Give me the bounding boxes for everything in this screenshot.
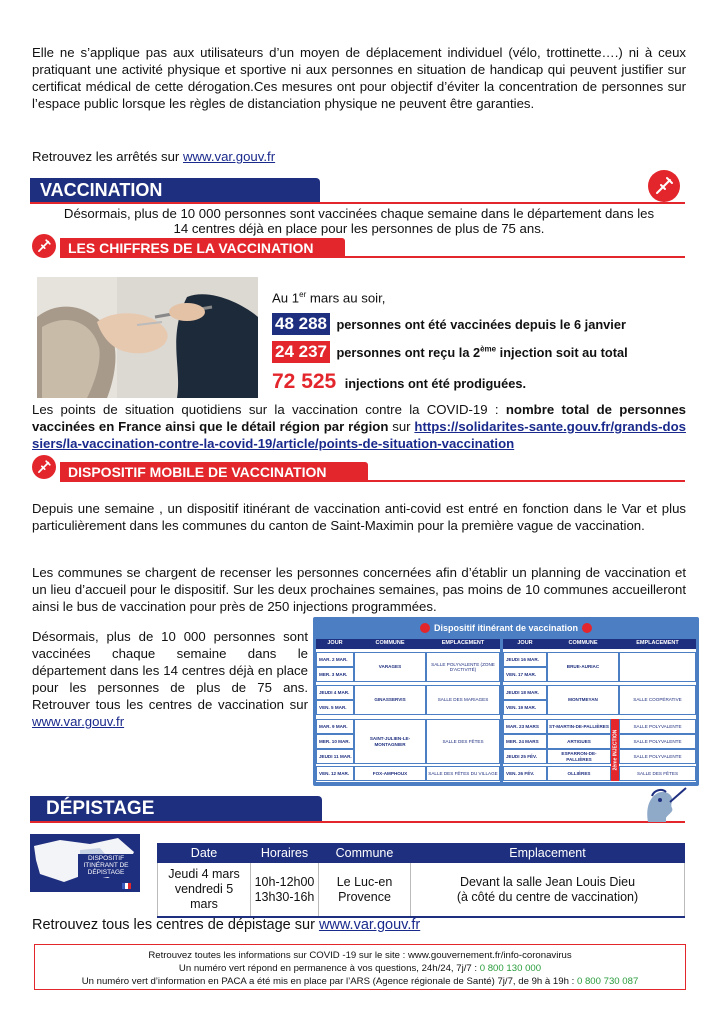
commune-cell: ARTIGUES (547, 734, 611, 749)
date-cell: MER. 3 MAR. (316, 667, 354, 682)
itinerary-header (408, 621, 604, 635)
syringe-icon (32, 455, 56, 479)
commune-cell: SAINT-JULIEN-LE-MONTAGNIER (354, 719, 426, 764)
date-cell: MAR. 23 MARS (503, 719, 547, 734)
stat-second-dose (272, 341, 692, 363)
date-cell: VEN. 26 FÉV. (503, 766, 547, 781)
points-text-a: Les points de situation quotidiens sur la vaccination contre la COVID-19 : (32, 402, 506, 417)
footer-line3 (35, 975, 685, 988)
lieu-cell (619, 652, 696, 682)
chiffres-title: LES CHIFFRES DE LA VACCINATION (68, 240, 314, 256)
date-cell: VEN. 12 MAR. (316, 766, 354, 781)
date-cell: VEN. 19 MAR. (503, 700, 547, 715)
lieu-cell: SALLE COOPÉRATIVE (619, 685, 696, 715)
header-emplacement: EMPLACEMENT (619, 639, 696, 649)
footer-line2-number: 0 800 130 000 (479, 963, 542, 974)
date-cell: JEUDI 18 MAR. (503, 685, 547, 700)
dispositif-para1: Depuis une semaine , un dispositif itinérant de vaccination anti-covid est entré en fonction dans le Var et plus particulièrement dans les communes du canton de Saint-Maximin pour la première vague de vaccination. (32, 501, 686, 533)
commune-cell: MONTMEYAN (547, 685, 619, 715)
date-cell: JEUDI 25 FÉV. (503, 749, 547, 764)
depistage-map (30, 834, 140, 892)
date-cell: JEUDI 11 MAR. (316, 749, 354, 764)
test-swab-icon (640, 782, 688, 822)
footer-line3-number: 0 800 730 087 (576, 976, 639, 987)
syringe-icon (648, 170, 680, 202)
commune-cell: OLLIÈRES (547, 766, 611, 781)
lieu-cell: SALLE DES FÊTES (619, 766, 696, 781)
lieu-cell: SALLE POLYVALENTE (619, 719, 696, 734)
col-date: Date (158, 844, 251, 863)
stat3-text: injections ont été prodiguées. (344, 376, 526, 391)
dispositif-title: DISPOSITIF MOBILE DE VACCINATION (68, 464, 327, 480)
arretes-line (32, 148, 686, 165)
injection-marker (611, 719, 619, 781)
commune-cell: BRUE-AURIAC (547, 652, 619, 682)
footer-box (34, 944, 686, 990)
injection-label: 2ème INJECTION (612, 729, 619, 771)
date-cell: VEN. 5 MAR. (316, 700, 354, 715)
header-commune: COMMUNE (547, 639, 619, 649)
centres-link[interactable]: www.var.gouv.fr (318, 917, 421, 933)
depistage-underline (30, 821, 685, 823)
col-horaires: Horaires (251, 844, 319, 863)
stat1-text: personnes ont été vaccinées depuis le 6 janvier (336, 317, 626, 332)
stat-injections (272, 370, 692, 394)
stat2-text-a: personnes ont reçu la 2 (336, 345, 481, 360)
vaccination-underline (30, 202, 685, 204)
stat-vaccinated (272, 313, 692, 335)
para3-link[interactable]: www.var.gouv.fr (32, 714, 125, 729)
vaccination-header (30, 178, 320, 202)
map-label: DISPOSITIF ITINÉRANT DE DÉPISTAGE (78, 854, 134, 877)
lieu-cell: SALLE DES FÊTES (426, 719, 500, 764)
chiffres-date (272, 290, 385, 305)
cell-horaires: 10h-12h00 13h30-16h (251, 863, 319, 918)
arretes-text: Retrouvez les arrêtés sur (32, 149, 183, 164)
stat2-text-b: injection soit au total (496, 345, 628, 360)
itinerary-title: Dispositif itinérant de vaccination (433, 623, 579, 633)
stat3-value: 72 525 (272, 370, 337, 393)
header-commune: COMMUNE (354, 639, 426, 649)
date-cell: VEN. 17 MAR. (503, 667, 547, 682)
header-emplacement: EMPLACEMENT (426, 639, 500, 649)
commune-cell: ST-MARTIN-DE-PALLIÈRES (547, 719, 611, 734)
commune-cell: ESPARRON-DE-PALLIÈRES (547, 749, 611, 764)
col-emplacement: Emplacement (411, 844, 685, 863)
date-cell: MAR. 9 MAR. (316, 719, 354, 734)
arretes-link[interactable]: www.var.gouv.fr (182, 149, 276, 164)
date-cell: MER. 24 MARS (503, 734, 547, 749)
stat2-value: 24 237 (272, 341, 330, 363)
cell-commune: Le Luc-en Provence (319, 863, 411, 918)
depistage-header (30, 796, 322, 821)
dispositif-para2: Les communes se chargent de recenser les personnes concernées afin d’établir un planning de vaccination et un lieu d’accueil pour le dispositif. Sur les deux prochaines semaines, pas moins de 10 communes accueilleront ainsi le bus de vaccination pour près de 250 injections programmées. (32, 565, 686, 614)
lieu-cell: SALLE POLYVALENTE (619, 749, 696, 764)
date-cell: MER. 10 MAR. (316, 734, 354, 749)
date-cell: MAR. 2 MAR. (316, 652, 354, 667)
stat1-value: 48 288 (272, 313, 330, 335)
lieu-cell: SALLE POLYVALENTE (ZONE D'ACTIVITÉ) (426, 652, 500, 682)
vaccination-line2: 14 centres déjà en place pour les personnes de plus de 75 ans. (173, 221, 545, 236)
date-prefix: Au 1 (272, 290, 300, 306)
footer-line2 (35, 962, 685, 975)
vaccination-title: VACCINATION (40, 180, 163, 200)
footer-line1: Retrouvez toutes les informations sur COVID -19 sur le site : www.gouvernement.fr/info-coronavirus (148, 950, 572, 961)
cell-emplacement: Devant la salle Jean Louis Dieu (à côté du centre de vaccination) (411, 863, 685, 918)
dispositif-header (60, 462, 368, 482)
centres-text: Retrouvez tous les centres de dépistage sur (32, 917, 319, 933)
para3-text: Désormais, plus de 10 000 personnes sont vaccinées chaque semaine dans le département dans les 14 centres déjà en place pour les personnes de plus de 75 ans. Retrouver tous les centres de vaccination sur (32, 629, 308, 712)
syringe-icon (32, 234, 56, 258)
date-cell: JEUDI 4 MAR. (316, 685, 354, 700)
header-jour: JOUR (503, 639, 547, 649)
header-jour: JOUR (316, 639, 354, 649)
itinerary-panel (313, 617, 699, 786)
lieu-cell: SALLE POLYVALENTE (619, 734, 696, 749)
footer-line2-text: Un numéro vert répond en permanence à vos questions, 24h/24, 7j/7 : (178, 963, 480, 974)
points-link[interactable]: https://solidarites-sante.gouv.fr/grands-dossiers/la-vaccination-contre-la-covid-19/article/points-de-situation-vaccination (32, 419, 686, 451)
lieu-cell: SALLE DES MARIAGES (426, 685, 500, 715)
commune-cell: GINASSERVIS (354, 685, 426, 715)
col-commune: Commune (319, 844, 411, 863)
footer-line3-text: Un numéro vert d’information en PACA a été mis en place par l’ARS (Agence régionale de Santé) 7j/7, de 9h à 19h : (81, 976, 577, 987)
chiffres-underline (345, 256, 685, 258)
commune-cell: VARAGES (354, 652, 426, 682)
syringe-icon (420, 623, 430, 633)
flag-red (128, 883, 131, 889)
flag-blue (122, 883, 125, 889)
points-text-bold: nombre total de personnes vaccinées en France ainsi que le détail région par région (32, 402, 686, 434)
lieu-cell: SALLE DES FÊTES DU VILLAGE (426, 766, 500, 781)
dispositif-underline (368, 480, 685, 482)
intro-paragraph: Elle ne s’applique pas aux utilisateurs d’un moyen de déplacement individuel (vélo, trottinette….) ni à ceux pratiquant une activité physique et sportive ni aux personnes en situation de handicap qui peuvent justifier sur certificat médical de cette dérogation.Ces mesures ont pour objectif d’éviter la concentration de personnes sur l’espace public lorsque les règles de distanciation physique ne peuvent être garanties. (32, 45, 686, 111)
vaccination-photo (37, 277, 258, 398)
centres-line (32, 917, 420, 933)
syringe-icon (582, 623, 592, 633)
cell-date: Jeudi 4 mars vendredi 5 mars (158, 863, 251, 918)
points-situation (32, 401, 686, 452)
vaccination-line1: Désormais, plus de 10 000 personnes sont vaccinées chaque semaine dans le département dans les (63, 206, 655, 221)
depistage-title: DÉPISTAGE (46, 798, 155, 819)
itinerary-left-table (316, 639, 500, 782)
date-suffix: mars au soir, (306, 290, 386, 306)
points-text-b: sur (388, 419, 415, 434)
stat2-sup: ème (480, 344, 497, 354)
dispositif-para3 (32, 628, 308, 730)
date-cell: JEUDI 16 MAR. (503, 652, 547, 667)
commune-cell: FOX-AMPHOUX (354, 766, 426, 781)
chiffres-header (60, 238, 345, 258)
depistage-table (157, 843, 685, 918)
itinerary-right-table (503, 639, 696, 782)
date-sup: er (299, 290, 307, 299)
table-row (158, 863, 685, 918)
